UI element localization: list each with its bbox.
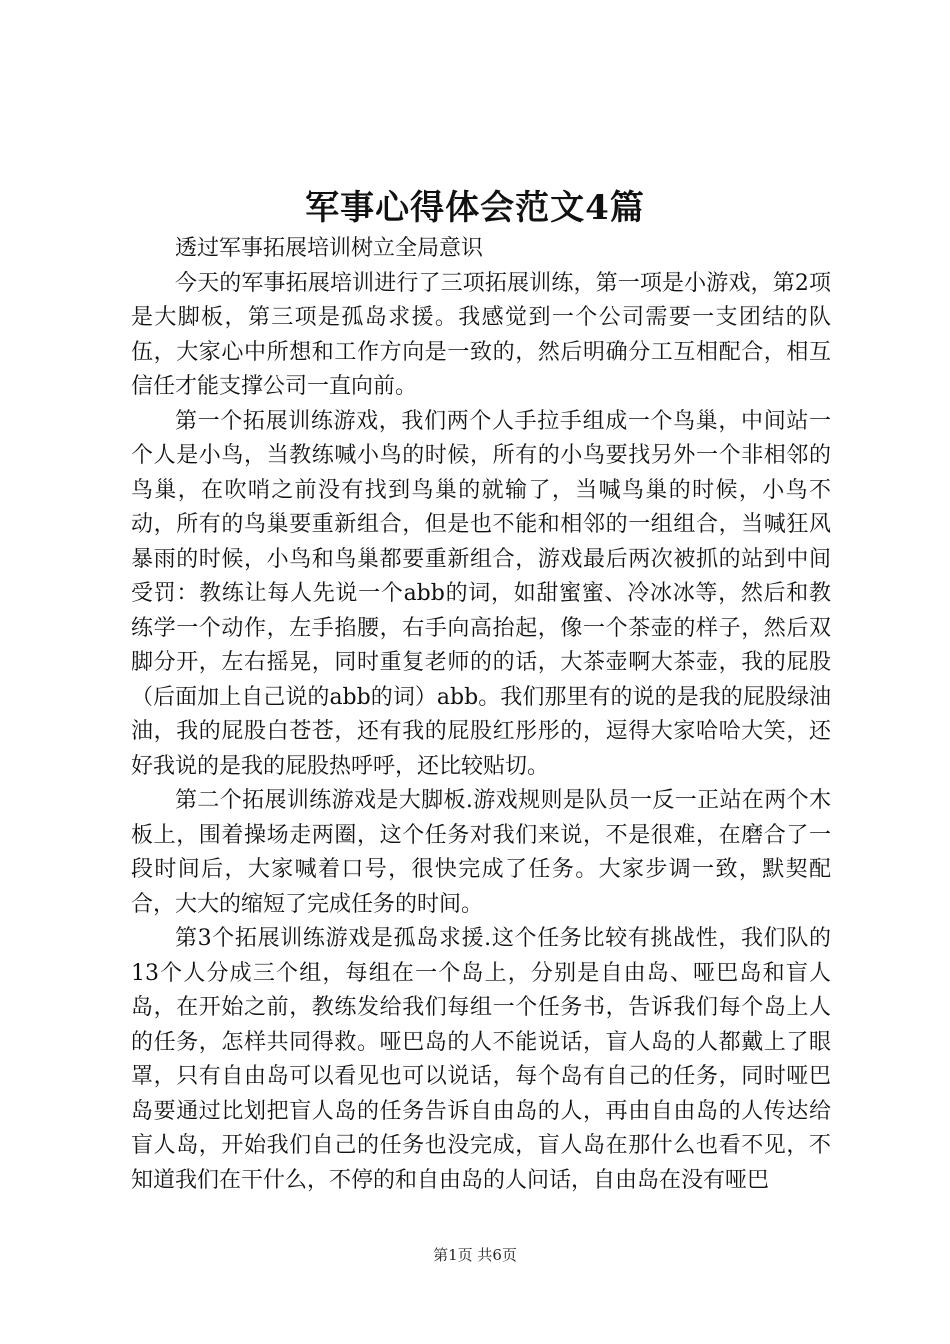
document-body	[131, 232, 831, 1198]
paragraph-subtitle: 透过军事拓展培训树立全局意识	[175, 236, 484, 261]
paragraph: 第二个拓展训练游戏是大脚板.游戏规则是队员一反一正站在两个木板上，围着操场走两圈，这个任务对我们来说，不是很难，在磨合了一段时间后，大家喊着口号，很快完成了任务。大家步调一致，默契配合，大大的缩短了完成任务的时间。	[131, 788, 831, 917]
document-title: 军事心得体会范文4篇	[305, 188, 645, 228]
paragraph: 今天的军事拓展培训进行了三项拓展训练，第一项是小游戏，第2项是大脚板，第三项是孤岛求援。我感觉到一个公司需要一支团结的队伍，大家心中所想和工作方向是一致的，然后明确分工互相配合，相互信任才能支撑公司一直向前。	[131, 270, 831, 399]
paragraph: 第一个拓展训练游戏，我们两个人手拉手组成一个鸟巢，中间站一个人是小鸟，当教练喊小鸟的时候，所有的小鸟要找另外一个非相邻的鸟巢，在吹哨之前没有找到鸟巢的就输了，当喊鸟巢的时候，小鸟不动，所有的鸟巢要重新组合，但是也不能和相邻的一组组合，当喊狂风暴雨的时候，小鸟和鸟巢都要重新组合，游戏最后两次被抓的站到中间受罚：教练让每人先说一个abb的词，如甜蜜蜜、冷冰冰等，然后和教练学一个动作，左手掐腰，右手向高抬起，像一个茶壶的样子，然后双脚分开，左右摇晃，同时重复老师的的话，大茶壶啊大茶壶，我的屁股（后面加上自己说的abb的词）abb。我们那里有的说的是我的屁股绿油油，我的屁股白苍苍，还有我的屁股红彤彤的，逗得大家哈哈大笑，还好我说的是我的屁股热呼呼，还比较贴切。	[131, 408, 831, 779]
page-footer: 第1页 共6页	[433, 1246, 517, 1264]
paragraph: 第3个拓展训练游戏是孤岛求援.这个任务比较有挑战性，我们队的13个人分成三个组，每组在一个岛上，分别是自由岛、哑巴岛和盲人岛，在开始之前，教练发给我们每组一个任务书，告诉我们每个岛上人的任务，怎样共同得救。哑巴岛的人不能说话，盲人岛的人都戴上了眼罩，只有自由岛可以看见也可以说话，每个岛有自己的任务，同时哑巴岛要通过比划把盲人岛的任务告诉自由岛的人，再由自由岛的人传达给盲人岛，开始我们自己的任务也没完成，盲人岛在那什么也看不见，不知道我们在干什么，不停的和自由岛的人问话，自由岛在没有哑巴	[131, 926, 831, 1193]
